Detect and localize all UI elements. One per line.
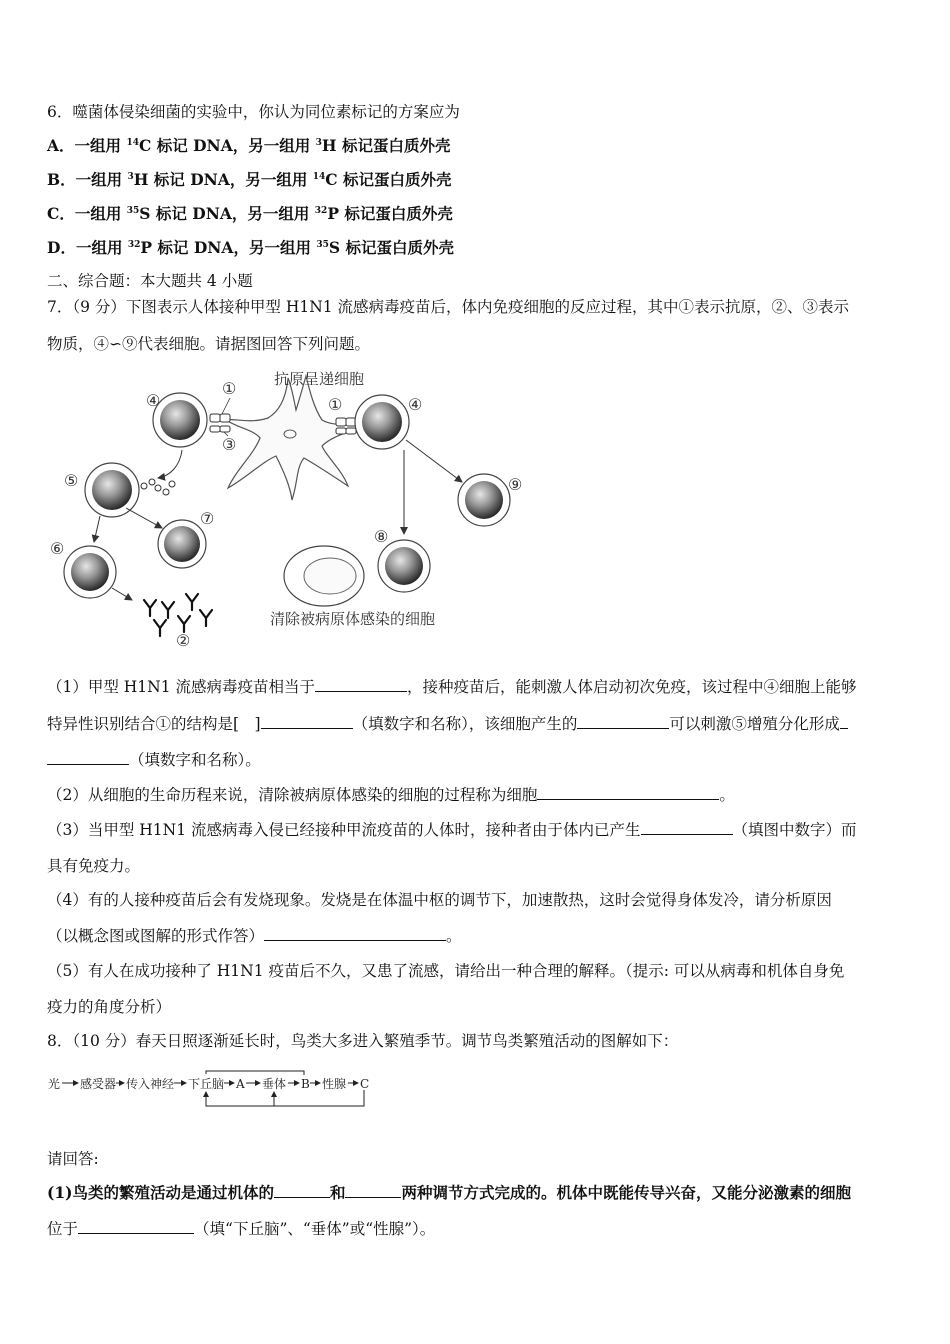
q7-part1-line2: 特异性识别结合①的结构是[ ] （填数字和名称），该细胞产生的 可以刺激⑤增殖分化形成 [47,714,848,734]
answer-blank[interactable] [345,1183,401,1198]
q7-part1-line1: （1）甲型 H1N1 流感病毒疫苗相当于 ，接种疫苗后，能刺激人体启动初次免疫，该过程中④细胞上能够 [47,678,857,696]
infected-cell-label: 清除被病原体感染的细胞 [270,610,436,628]
answer-blank[interactable] [274,1183,330,1198]
label-1-right: ① [328,395,343,414]
receptor-left [210,414,230,432]
q6-option-b: B．一组用 $^3$H 标记 DNA，另一组用 $^{14}$C 标记蛋白质外壳 [47,170,452,189]
label-4-left: ④ [146,391,161,410]
flow-hypothalamus: 下丘脑 [188,1077,225,1091]
flow-gonad: 性腺 [322,1077,347,1091]
flow-afferent-nerve: 传入神经 [126,1077,175,1091]
label-2: ② [176,631,191,650]
flow-c: C [360,1077,370,1091]
answer-blank[interactable] [47,750,129,765]
cytokine-particles [141,479,175,495]
flow-receptor: 感受器 [80,1077,117,1091]
q7-part4-line2: （以概念图或图解的形式作答） 。 [47,927,462,945]
label-7: ⑦ [200,509,215,528]
section-heading: 二、综合题：本大题共 4 小题 [47,272,253,290]
label-9: ⑨ [508,475,523,494]
flow-pituitary: 垂体 [262,1077,287,1091]
answer-blank[interactable] [78,1219,194,1234]
apc-label: 抗原呈递细胞 [274,370,365,388]
q7-part3-line1: （3）当甲型 H1N1 流感病毒入侵已经接种甲流疫苗的人体时，接种者由于体内已产生 （填图中数字）而 [47,821,857,839]
flow-a: A [236,1077,245,1091]
label-4-right: ④ [408,395,423,414]
q7-part5-line2: 疫力的角度分析） [47,998,172,1016]
answer-blank[interactable] [840,714,848,729]
label-3: ③ [222,435,237,454]
q8-part1-line2: 位于 （填“下丘脑”、“垂体”或“性腺”）。 [47,1220,436,1238]
flow-b: B [301,1077,310,1091]
answer-blank[interactable] [261,714,353,729]
q7-stem-line1: 7．（9 分）下图表示人体接种甲型 H1N1 流感病毒疫苗后，体内免疫细胞的反应过程，其中①表示抗原，②、③表示 [47,298,850,316]
label-5: ⑤ [64,471,79,490]
q7-part5-line1: （5）有人在成功接种了 H1N1 疫苗后不久，又患了流感，请给出一种合理的解释。（提示: 可以从病毒和机体自身免 [47,962,845,980]
label-1-left: ① [222,379,237,398]
q8-stem: 8．（10 分）春天日照逐渐延长时，鸟类大多进入繁殖季节。调节鸟类繁殖活动的图解如下： [47,1032,679,1050]
q8-ask: 请回答: [47,1150,99,1168]
q6-option-c: C．一组用 $^{35}$S 标记 DNA，另一组用 $^{32}$P 标记蛋白质外壳 [47,204,453,223]
q7-part3-line2: 具有免疫力。 [47,857,141,875]
answer-blank[interactable] [264,926,446,941]
label-8: ⑧ [374,527,389,546]
antibodies [144,594,212,636]
q7-part1-line3: （填数字和名称）。 [47,750,261,770]
q8-part1-line1: (1)鸟类的繁殖活动是通过机体的 和 两种调节方式完成的。机体中既能传导兴奋，又能分泌激素的细胞 [47,1183,851,1202]
q7-part4-line1: （4）有的人接种疫苗后会有发烧现象。发烧是在体温中枢的调节下，加速散热，这时会觉得身体发冷，请分析原因 [47,891,832,909]
answer-blank[interactable] [641,820,733,835]
label-6: ⑥ [50,539,65,558]
answer-blank[interactable] [537,785,719,800]
q7-stem-line2: 物质，④∽⑨代表细胞。请据图回答下列问题。 [47,335,370,353]
answer-blank[interactable] [577,714,669,729]
immune-response-figure [40,362,540,652]
flow-light: 光 [48,1077,61,1091]
q6-option-a: A．一组用 $^{14}$C 标记 DNA，另一组用 $^3$H 标记蛋白质外壳 [47,136,451,155]
q6-stem: 6．噬菌体侵染细菌的实验中，你认为同位素标记的方案应为 [47,103,460,121]
regulation-flow-diagram [46,1070,376,1116]
q7-part2: （2）从细胞的生命历程来说，清除被病原体感染的细胞的过程称为细胞 。 [47,786,735,804]
answer-blank[interactable] [315,677,407,692]
q6-option-d: D．一组用 $^{32}$P 标记 DNA，另一组用 $^{35}$S 标记蛋白质外壳 [47,238,454,257]
